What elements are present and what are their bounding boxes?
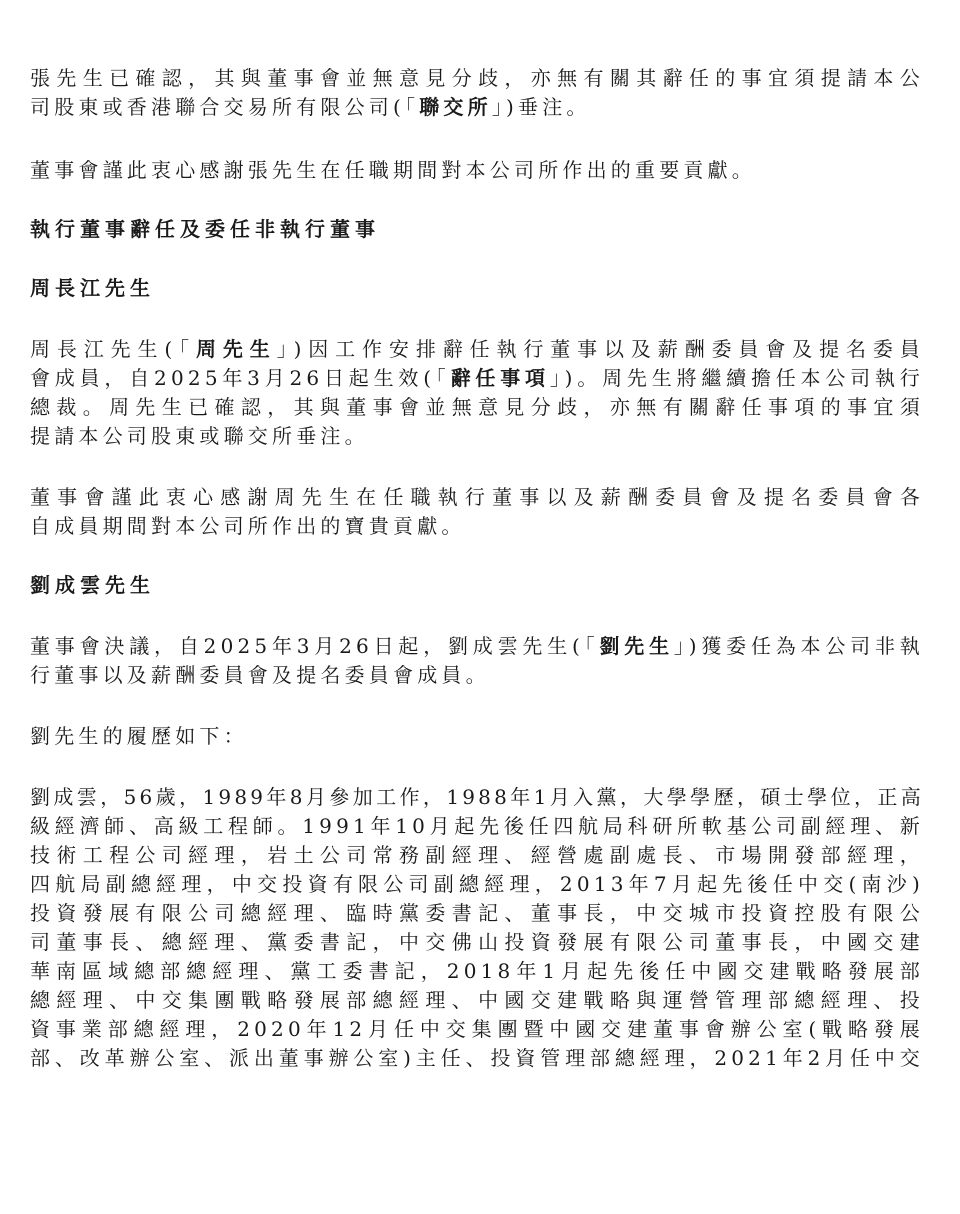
- text-line: 總裁。周先生已確認，其與董事會並無意見分歧，亦無有關辭任事項的事宜須: [30, 395, 924, 419]
- text-line: 部、改革辦公室、派出董事辦公室)主任、投資管理部總經理，2021年2月任中交: [30, 1046, 924, 1070]
- text-run: 周長江先生(「: [30, 337, 197, 361]
- paragraph-liu-biography: [30, 783, 924, 1073]
- section-heading: 執行董事辭任及委任非執行董事: [30, 217, 380, 241]
- text-line: 張先生已確認，其與董事會並無意見分歧，亦無有關其辭任的事宜須提請本公: [30, 66, 924, 90]
- text-line: 技術工程公司經理，岩土公司常務副經理、經營處副處長、市場開發部經理，: [30, 843, 924, 867]
- subsection-heading-zhou: 周長江先生: [30, 276, 155, 300]
- defined-term: 劉先生: [599, 634, 674, 658]
- text-line: 級經濟師、高級工程師。1991年10月起先後任四航局科研所軟基公司副經理、新: [30, 814, 924, 838]
- text-run: 司股東或香港聯合交易所有限公司(「: [30, 95, 420, 119]
- paragraph-resignation-confirmation: [30, 64, 924, 122]
- defined-term: 辭任事項: [450, 366, 550, 390]
- text-line: [30, 93, 924, 122]
- defined-term: 聯交所: [419, 95, 492, 119]
- paragraph-board-thanks-zhang: [30, 156, 924, 185]
- text-line: 劉成雲，56歲，1989年8月參加工作，1988年1月入黨，大學學歷，碩士學位，正高: [30, 785, 924, 809]
- text-line: 投資發展有限公司總經理、臨時黨委書記、董事長，中交城市投資控股有限公: [30, 901, 924, 925]
- subsection-heading-liu: 劉成雲先生: [30, 573, 155, 597]
- text-line: 自成員期間對本公司所作出的寶貴貢獻。: [30, 514, 466, 538]
- text-line: 董事會謹此衷心感謝張先生在任職期間對本公司所作出的重要貢獻。: [30, 158, 756, 182]
- text-line: 資事業部總經理，2020年12月任中交集團暨中國交建董事會辦公室(戰略發展: [30, 1017, 924, 1041]
- text-line: [30, 364, 924, 393]
- paragraph-liu-bio-intro: [30, 722, 924, 751]
- text-line: [30, 632, 924, 661]
- defined-term: 周先生: [196, 337, 277, 361]
- text-run: 」)。周先生將繼續擔任本公司執行: [549, 366, 924, 390]
- text-line: 司董事長、總經理、黨委書記，中交佛山投資發展有限公司董事長，中國交建: [30, 930, 924, 954]
- text-line: 總經理、中交集團戰略發展部總經理、中國交建戰略與運營管理部總經理、投: [30, 988, 924, 1012]
- text-run: 」)獲委任為本公司非執: [673, 634, 924, 658]
- text-line: 華南區域總部總經理、黨工委書記，2018年1月起先後任中國交建戰略發展部: [30, 959, 924, 983]
- text-run: 會成員，自2025年3月26日起生效(「: [30, 366, 451, 390]
- text-line: 四航局副總經理，中交投資有限公司副總經理，2013年7月起先後任中交(南沙): [30, 872, 924, 896]
- text-line: 劉先生的履歷如下：: [30, 724, 248, 748]
- paragraph-liu-appointment: [30, 632, 924, 690]
- document-page: [30, 64, 924, 1073]
- text-run: 董事會決議，自2025年3月26日起，劉成雲先生(「: [30, 634, 600, 658]
- text-run: 」)垂注。: [491, 95, 591, 119]
- text-line: 提請本公司股東或聯交所垂注。: [30, 424, 369, 448]
- text-run: 」)因工作安排辭任執行董事以及薪酬委員會及提名委員: [276, 337, 924, 361]
- text-line: 董事會謹此衷心感謝周先生在任職執行董事以及薪酬委員會及提名委員會各: [30, 485, 924, 509]
- text-line: 行董事以及薪酬委員會及提名委員會成員。: [30, 663, 490, 687]
- text-line: [30, 335, 924, 364]
- paragraph-board-thanks-zhou: [30, 483, 924, 541]
- paragraph-zhou-resignation: [30, 335, 924, 451]
